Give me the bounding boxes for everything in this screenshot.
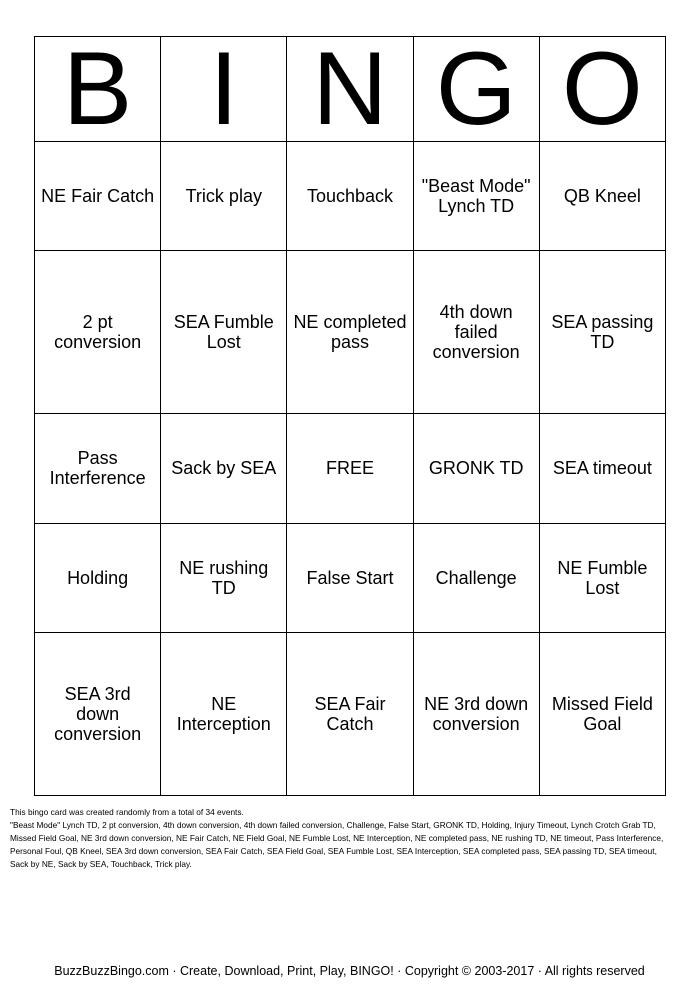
bingo-card xyxy=(34,36,666,796)
bingo-cell: Missed Field Goal xyxy=(539,633,665,796)
bingo-cell: Pass Interference xyxy=(35,414,161,523)
bingo-row xyxy=(35,142,666,251)
bingo-cell: 4th down failed conversion xyxy=(413,251,539,414)
bingo-header-row xyxy=(35,37,666,142)
bingo-cell: 2 pt conversion xyxy=(35,251,161,414)
bingo-cell: NE Fair Catch xyxy=(35,142,161,251)
bingo-cell: Trick play xyxy=(161,142,287,251)
bingo-cell: SEA passing TD xyxy=(539,251,665,414)
bingo-cell: "Beast Mode" Lynch TD xyxy=(413,142,539,251)
bingo-cell: GRONK TD xyxy=(413,414,539,523)
header-letter-o: O xyxy=(539,37,665,142)
bingo-cell: False Start xyxy=(287,523,413,632)
page-footer: BuzzBuzzBingo.com · Create, Download, Print, Play, BINGO! · Copyright © 2003-2017 · All rights reserved xyxy=(54,964,645,978)
bingo-row xyxy=(35,523,666,632)
bingo-cell: Holding xyxy=(35,523,161,632)
free-space-cell: FREE xyxy=(287,414,413,523)
bingo-cell: SEA 3rd down conversion xyxy=(35,633,161,796)
card-summary: This bingo card was created randomly from a total of 34 events. xyxy=(10,807,244,817)
header-letter-g: G xyxy=(413,37,539,142)
bingo-cell: NE completed pass xyxy=(287,251,413,414)
bingo-cell: Sack by SEA xyxy=(161,414,287,523)
event-list: "Beast Mode" Lynch TD, 2 pt conversion, 4th down conversion, 4th down failed conversion, Challenge, False Start, GRONK TD, Holding, Injury Timeout, Lynch Crotch Grab TD, Missed Field Goal, NE 3rd down conversion, NE Fair Catch, NE Field Goal, NE Fumble Lost, NE Interception, NE completed pass, NE rushing TD, NE timeout, Pass Interference, Personal Foul, QB Kneel, SEA 3rd down conversion, SEA Fair Catch, SEA Field Goal, SEA Fumble Lost, SEA Interception, SEA completed pass, SEA passing TD, SEA timeout, Sack by NE, Sack by SEA, Touchback, Trick play. xyxy=(10,820,664,869)
card-info xyxy=(10,806,674,871)
bingo-cell: Touchback xyxy=(287,142,413,251)
bingo-cell: NE 3rd down conversion xyxy=(413,633,539,796)
bingo-row xyxy=(35,414,666,523)
bingo-cell: SEA timeout xyxy=(539,414,665,523)
bingo-cell: NE Interception xyxy=(161,633,287,796)
header-letter-b: B xyxy=(35,37,161,142)
bingo-cell: NE rushing TD xyxy=(161,523,287,632)
bingo-cell: SEA Fumble Lost xyxy=(161,251,287,414)
header-letter-n: N xyxy=(287,37,413,142)
bingo-cell: Challenge xyxy=(413,523,539,632)
bingo-row xyxy=(35,633,666,796)
header-letter-i: I xyxy=(161,37,287,142)
bingo-cell: QB Kneel xyxy=(539,142,665,251)
bingo-cell: NE Fumble Lost xyxy=(539,523,665,632)
bingo-cell: SEA Fair Catch xyxy=(287,633,413,796)
bingo-row xyxy=(35,251,666,414)
